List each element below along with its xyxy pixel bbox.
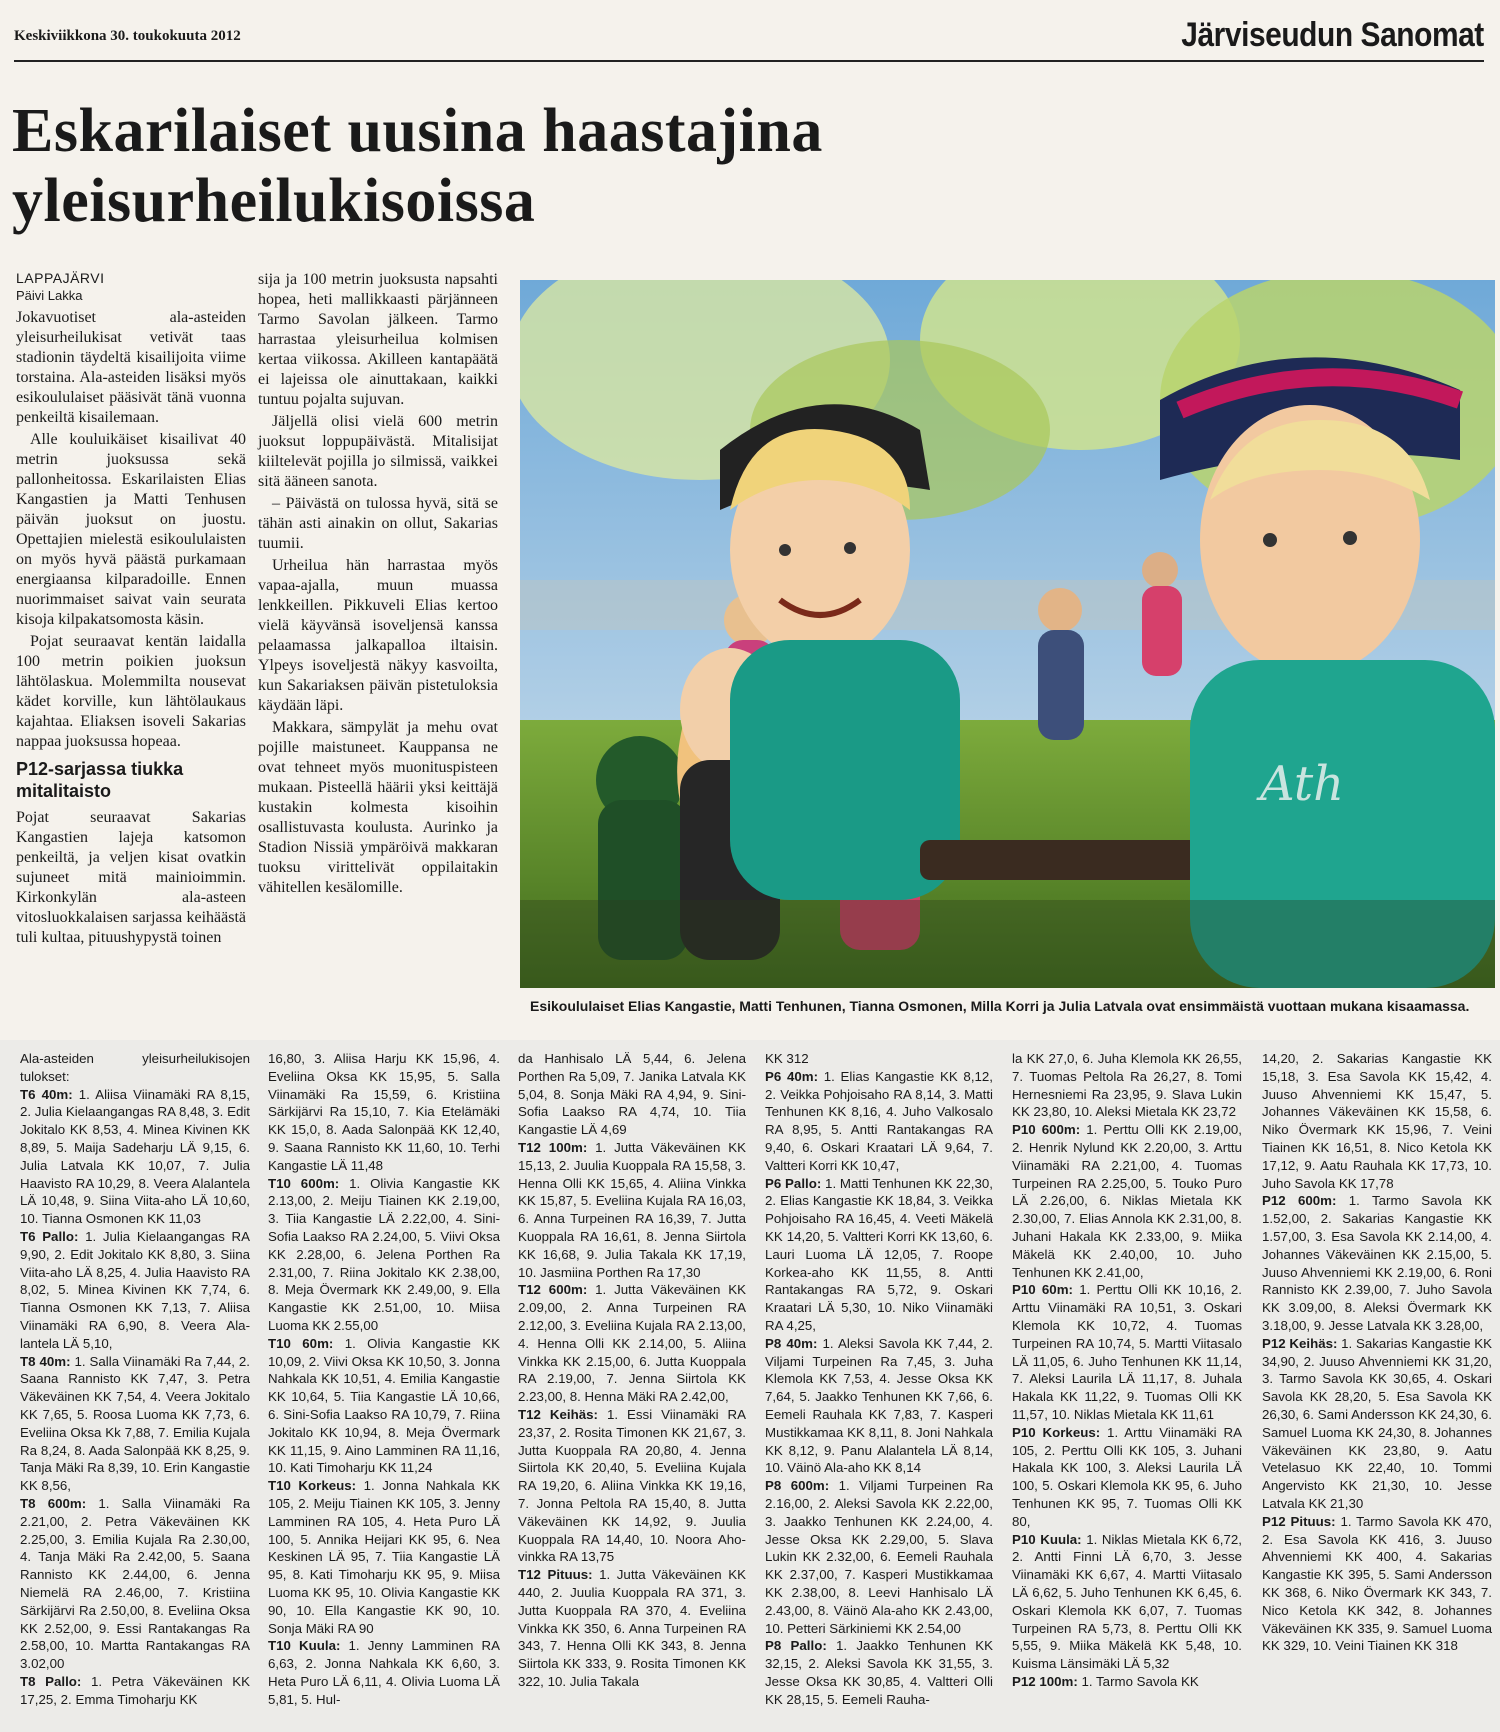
result-entry: P8 Pallo: 1. Jaakko Tenhunen KK 32,15, 2. Aleksi Savola KK 31,55, 3. Jesse Oksa KK 30,85, 4. Valtteri Olli KK 28,15, 5. Eemeli Rauha- <box>765 1638 993 1707</box>
photo-caption: Esikoululaiset Elias Kangastie, Matti Tenhunen, Tianna Osmonen, Milla Korri ja Julia Latvala ovat ensimmäistä vuottaan mukana kisaamassa. <box>530 998 1470 1014</box>
results-column-1 <box>20 1050 250 1708</box>
result-entry: P10 60m: 1. Perttu Olli KK 10,16, 2. Arttu Viinamäki RA 10,51, 3. Oskari Klemola KK 10,72, 4. Tuomas Turpeinen RA 10,74, 5. Martti Viitasalo LÄ 11,05, 6. Juho Tenhunen KK 11,14, 7. Aleksi Laurila LÄ 11,17, 8. Juhala Hakala KK 11,22, 9. Tuomas Olli KK 11,57, 10. Niklas Mietala KK 11,61 <box>1012 1282 1242 1422</box>
result-entry: 14,20, 2. Sakarias Kangastie KK 15,18, 3. Esa Savola KK 15,42, 4. Juuso Ahvenniemi KK 15,47, 5. Johannes Väkeväinen KK 15,58, 6. Niko Övermark KK 15,96, 7. Veini Tiainen KK 16,51, 8. Nico Ketola KK 17,12, 9. Aatu Rauhala KK 17,73, 10. Juho Savola KK 17,78 <box>1262 1051 1492 1191</box>
result-entry: P12 600m: 1. Tarmo Savola KK 1.52,00, 2. Sakarias Kangastie KK 1.57,00, 3. Esa Savola KK 2.14,00, 4. Johannes Väkeväinen KK 2.15,00, 5. Juuso Ahvenniemi KK 2.19,00, 6. Roni Rannisto KK 2.39,00, 7. Juho Savola KK 3.09,00, 8. Aleksi Övermark KK 3.18,00, 9. Jesse Latvala KK 3.28,00, <box>1262 1193 1492 1333</box>
result-entry: P12 Pituus: 1. Tarmo Savola KK 470, 2. Esa Savola KK 416, 3. Juuso Ahvenniemi KK 400, 4. Sakarias Kangastie KK 395, 5. Sami Andersson KK 368, 6. Niko Övermark KK 343, 7. Nico Ketola KK 342, 8. Johannes Väkeväinen KK 335, 9. Samuel Luoma KK 329, 10. Veini Tiainen KK 318 <box>1262 1513 1492 1654</box>
result-entry: P10 Korkeus: 1. Arttu Viinamäki RA 105, 2. Perttu Olli KK 105, 3. Juhani Hakala KK 100, 3. Aleksi Laurila LÄ 100, 5. Oskari Klemola KK 95, 6. Juho Tenhunen KK 95, 7. Tuomas Olli KK 80, <box>1012 1424 1242 1529</box>
paragraph: Makkara, sämpylät ja mehu ovat pojille maistuneet. Kauppansa ne ovat tehneet myös muonituspisteen mukaan. Pisteellä häärii yksi keittäjä kustakin kolmesta kisoihin osallistuvasta koulusta. Aurinko ja Stadion Nissiä ympäröivä makkaran tuoksu virittelivät oppilaitakin vähitellen kesälomille. <box>258 719 498 896</box>
result-entry: P8 40m: 1. Aleksi Savola KK 7,44, 2. Viljami Turpeinen Ra 7,45, 3. Juha Klemola KK 7,53, 4. Jesse Oksa KK 7,64, 5. Jaakko Tenhunen KK 7,66, 6. Eemeli Rauhala KK 7,83, 7. Kasperi Mustikkamaa KK 8,11, 8. Joni Nahkala KK 8,12, 9. Panu Alalantela LÄ 8,14, 10. Väinö Ala-aho KK 8,14 <box>765 1335 993 1476</box>
result-entry: P10 600m: 1. Perttu Olli KK 2.19,00, 2. Henrik Nylund KK 2.20,00, 3. Arttu Viinamäki RA 2.21,00, 4. Tuomas Turpeinen RA 2.25,00, 5. Touko Puro LÄ 2.26,00, 6. Niklas Mietala KK 2.30,00, 7. Elias Annola KK 2.31,00, 8. Juhani Hakala KK 2.33,00, 9. Miika Mäkelä KK 2.40,00, 10. Juho Tenhunen KK 2.41,00, <box>1012 1122 1242 1280</box>
svg-text:Ath: Ath <box>1260 756 1345 812</box>
results-column-2 <box>268 1050 500 1708</box>
result-entry: T10 600m: 1. Olivia Kangastie KK 2.13,00, 2. Meiju Tiainen KK 2.19,00, 3. Tiia Kangastie LÄ 2.22,00, 4. Sini-Sofia Laakso RA 2.24,00, 5. Viivi Oksa KK 2.28,00, 6. Jelena Porthen Ra 2.31,00, 7. Riina Jokitalo KK 2.38,00, 8. Meja Övermark KK 2.49,00, 9. Ella Kangastie KK 2.51,00, 10. Miisa Luoma KK 2.55,00 <box>268 1175 500 1333</box>
result-entry: T12 Pituus: 1. Jutta Väkeväinen KK 440, 2. Juulia Kuoppala RA 371, 3. Jutta Kuoppala RA 370, 4. Eveliina Vinkka KK 350, 6. Anna Turpeinen RA 343, 7. Henna Olli KK 343, 8. Jenna Siirtola KK 333, 9. Rosita Timonen KK 322, 10. Julia Takala <box>518 1567 746 1689</box>
result-entry: T12 Keihäs: 1. Essi Viinamäki RA 23,37, 2. Rosita Timonen KK 21,67, 3. Jutta Kuoppala RA 20,80, 4. Jenna Siirtola KK 20,40, 5. Eveliina Kujala RA 19,20, 6. Aliina Vinkka KK 19,16, 7. Jonna Peltola RA 15,40, 8. Jutta Väkeväinen KK 14,92, 9. Juulia Kuoppala RA 14,40, 10. Noora Aho-vinkka RA 13,75 <box>518 1406 747 1565</box>
result-entry: 16,80, 3. Aliisa Harju KK 15,96, 4. Eveliina Oksa KK 15,95, 5. Salla Viinamäki Ra 15,59, 6. Kristiina Särkijärvi Ra 15,10, 7. Kia Etelämäki KK 15,0, 8. Aada Salonpää KK 12,40, 9. Saana Rannisto KK 11,60, 10. Terhi Kangastie LÄ 11,48 <box>268 1051 500 1173</box>
result-entry: T8 40m: 1. Salla Viinamäki Ra 7,44, 2. Saana Rannisto KK 7,47, 3. Petra Väkeväinen KK 7,54, 4. Veera Jokitalo KK 7,65, 5. Roosa Luoma KK 7,73, 6. Eveliina Oksa Kk 7,88, 7. Emilia Kujala Ra 8,24, 8. Aada Salonpää KK 8,25, 9. Tanja Mäki Ra 8,39, 10. Erin Kangastie KK 8,56, <box>20 1353 250 1494</box>
paragraph: – Päivästä on tulossa hyvä, sitä se tähän asti ainakin on ollut, Sakarias tuumii. <box>258 495 498 552</box>
paragraph: Pojat seuraavat kentän laidalla 100 metrin poikien juoksun lähtölaskua. Molemmilta nousevat kädet korville, kun lähtölaukaus kajahtaa. Eliaksen isoveli Sakarias nappaa juoksussa hopeaa. <box>16 633 246 750</box>
result-entry: T10 Korkeus: 1. Jonna Nahkala KK 105, 2. Meiju Tiainen KK 105, 3. Jenny Lamminen RA 105, 4. Heta Puro LÄ 100, 5. Annika Heijari KK 95, 6. Nea Keskinen LÄ 95, 7. Tiia Kangastie LÄ 95, 8. Kati Timoharju KK 95, 9. Miisa Luoma KK 95, 10. Olivia Kangastie KK 90, 10. Ella Kangastie KK 90, 10. Sonja Mäki RA 90 <box>268 1478 500 1636</box>
subheading: P12-sarjassa tiukka mitalitaisto <box>16 759 184 801</box>
results-column-3 <box>518 1050 746 1691</box>
results-column-4 <box>765 1050 993 1708</box>
result-entry: T10 Kuula: 1. Jenny Lamminen RA 6,63, 2. Jonna Nahkala KK 6,60, 3. Heta Puro LÄ 6,11, 4. Olivia Luoma LÄ 5,81, 5. Hul- <box>268 1638 500 1707</box>
paragraph: sija ja 100 metrin juoksusta napsahti hopea, heti mallikkaasti pärjänneen Tarmo Savolan jälkeen. Tarmo harrastaa yleisurheilua kolmisen kertaa viikossa. Akilleen kantapäätä ei lajeissa ole ainuttakaan, kaikki tuntuu pojalta sujuvan. <box>258 271 498 408</box>
result-entry: la KK 27,0, 6. Juha Klemola KK 26,55, 7. Tuomas Peltola Ra 26,27, 8. Tomi Hernesniemi Ra 23,95, 9. Slava Lukin KK 23,80, 10. Aleksi Mietala KK 23,72 <box>1012 1051 1242 1120</box>
results-column-5 <box>1012 1050 1242 1691</box>
paragraph: Urheilua hän harrastaa myös vapaa-ajalla, muun muassa lenkkeillen. Pikkuveli Elias kertoo vielä käyvänsä isoveljensä kanssa pelaamassa jalkapalloa iltaisin. Ylpeys isoveljestä näkyy kasvoilta, kun Sakariaksen päivän pistetuloksia käydään läpi. <box>258 557 498 714</box>
result-entry: T10 60m: 1. Olivia Kangastie KK 10,09, 2. Viivi Oksa KK 10,50, 3. Jonna Nahkala KK 10,51, 4. Emilia Kangastie KK 10,64, 5. Tiia Kangastie LÄ 10,66, 6. Sini-Sofia Laakso RA 10,79, 7. Riina Jokitalo KK 10,94, 8. Meja Övermark KK 11,15, 9. Aino Lamminen RA 11,16, 10. Kati Timoharju KK 11,24 <box>268 1335 500 1476</box>
result-entry: P12 Keihäs: 1. Sakarias Kangastie KK 34,90, 2. Juuso Ahvenniemi KK 31,20, 3. Tarmo Savola KK 30,65, 4. Oskari Savola KK 28,20, 5. Esa Savola KK 26,30, 6. Sami Andersson KK 24,30, 6. Samuel Luoma KK 24,30, 8. Johannes Väkeväinen KK 23,80, 9. Aatu Vetelasuo KK 22,40, 10. Tommi Angervisto KK 21,30, 10. Jesse Latvala KK 21,30 <box>1262 1335 1493 1511</box>
paragraph: Jokavuotiset ala-asteiden yleisurheilukisat vetivät taas stadionin täydeltä kisailijoita viime torstaina. Ala-asteiden lisäksi myös esikoululaiset pääsivät tänä vuonna penkeiltä kisailemaan. <box>16 309 246 426</box>
results-column-6 <box>1262 1050 1492 1655</box>
result-entry: P8 600m: 1. Viljami Turpeinen Ra 2.16,00, 2. Aleksi Savola KK 2.22,00, 3. Jaakko Tenhunen KK 2.24,00, 4. Jesse Oksa KK 2.29,00, 5. Slava Lukin KK 2.32,00, 6. Eemeli Rauhala KK 2.37,00, 7. Kasperi Mustikkamaa KK 2.38,00, 8. Leevi Hanhisalo LÄ 2.43,00, 8. Väinö Ala-aho KK 2.43,00, 10. Petteri Särkiniemi KK 2.54,00 <box>765 1478 993 1636</box>
byline-author: Päivi Lakka <box>16 288 83 303</box>
article-column-2 <box>258 270 498 900</box>
page-header <box>14 14 1484 62</box>
result-entry: T12 100m: 1. Jutta Väkeväinen KK 15,13, 2. Juulia Kuoppala RA 15,58, 3. Henna Olli KK 15,65, 4. Aliina Vinkka KK 15,87, 5. Eveliina Kujala RA 16,03, 6. Anna Turpeinen RA 16,39, 7. Jutta Kuoppala RA 16,61, 8. Jenna Siirtola KK 16,68, 9. Julia Takala KK 17,19, 10. Jasmiina Porthen Ra 17,30 <box>518 1139 746 1280</box>
result-entry: P10 Kuula: 1. Niklas Mietala KK 6,72, 2. Antti Finni LÄ 6,70, 3. Jesse Viinamäki KK 6,67, 4. Martti Viitasalo LÄ 6,62, 5. Juho Tenhunen KK 6,45, 6. Oskari Klemola KK 6,07, 7. Tuomas Turpeinen RA 5,73, 8. Perttu Olli KK 5,55, 9. Miika Mäkelä KK 5,48, 10. Kuisma Länsimäki LÄ 5,32 <box>1012 1531 1242 1672</box>
paragraph: Pojat seuraavat Sakarias Kangastien lajeja katsomon penkeiltä, ja veljen kisat ovatkin sujuneet mitä mainioimmin. Kirkonkylän ala-asteen vitosluokkalaisen sarjassa keihäästä tuli kultaa, pituushypystä toinen <box>16 809 246 946</box>
result-entry: KK 312 <box>765 1051 809 1066</box>
results-intro: Ala-asteiden yleisurheilukisojen tulokset: <box>20 1051 250 1084</box>
issue-date: Keskiviikkona 30. toukokuuta 2012 <box>14 28 241 44</box>
article-photo <box>520 280 1495 988</box>
result-entry: T8 Pallo: 1. Petra Väkeväinen KK 17,25, 2. Emma Timoharju KK <box>20 1673 250 1707</box>
result-entry: T8 600m: 1. Salla Viinamäki Ra 2.21,00, 2. Petra Väkeväinen KK 2.25,00, 3. Emilia Kujala Ra 2.30,00, 4. Tanja Mäki Ra 2.42,00, 5. Saana Rannisto KK 2.44,00, 6. Jenna Niemelä RA 2.46,00, 7. Kristiina Särkijärvi Ra 2.50,00, 8. Eveliina Oksa KK 2.52,00, 9. Essi Rantakangas Ra 2.58,00, 10. Martta Rantakangas RA 3.02,00 <box>20 1495 250 1672</box>
result-entry: P6 Pallo: 1. Matti Tenhunen KK 22,30, 2. Elias Kangastie KK 18,84, 3. Veikka Pohjoisaho RA 16,45, 4. Veeti Mäkelä KK 14,20, 5. Valtteri Korri KK 13,60, 6. Lauri Luoma LÄ 12,05, 7. Roope Korkea-aho KK 11,55, 8. Antti Rantakangas RA 5,72, 9. Oskari Kraatari LÄ 5,30, 10. Niko Viinamäki RA 4,25, <box>765 1175 993 1333</box>
newspaper-name: Järviseudun Sanomat <box>1181 16 1484 54</box>
headline-line-1: Eskarilaiset uusina haastajina <box>12 97 823 165</box>
dateline-place: LAPPAJÄRVI <box>16 270 105 286</box>
paragraph: Jäljellä olisi vielä 600 metrin juoksut loppupäivästä. Mitalisijat kiiltelevät pojilla jo silmissä, vaikkei sitä ääneen sanota. <box>258 413 498 490</box>
result-entry: P12 100m: 1. Tarmo Savola KK <box>1012 1673 1199 1689</box>
headline <box>12 96 1092 236</box>
result-entry: da Hanhisalo LÄ 5,44, 6. Jelena Porthen Ra 5,09, 7. Janika Latvala KK 5,04, 8. Sonja Mäki RA 4,94, 9. Sini-Sofia Laakso RA 4,74, 10. Tiia Kangastie LÄ 4,69 <box>518 1051 746 1138</box>
result-entry: T6 Pallo: 1. Julia Kielaangangas RA 9,90, 2. Edit Jokitalo KK 8,80, 3. Siina Viita-aho LÄ 8,25, 4. Julia Haavisto RA 8,02, 5. Minea Kivinen KK 7,74, 6. Tianna Osmonen KK 7,13, 7. Aliisa Viinamäki RA 6,90, 8. Veera Ala-lantela LÄ 5,10, <box>20 1228 250 1351</box>
paragraph: Alle kouluikäiset kisailivat 40 metrin juoksussa sekä pallonheitossa. Eskarilaisten Elias Kangastien ja Matti Tenhusen päivän juoksut on juostu. Opettajien mielestä esikoululaisten on myös hyvä päästä purkamaan energiaansa kilparadoille. Ennen nuorimmaiset saivat vain seurata kisoja kilpakatsomosta käsin. <box>16 431 246 628</box>
result-entry: T12 600m: 1. Jutta Väkeväinen KK 2.09,00, 2. Anna Turpeinen RA 2.12,00, 3. Eveliina Kujala RA 2.13,00, 4. Henna Olli KK 2.14,00, 5. Aliina Vinkka KK 2.15,00, 6. Jutta Kuoppala RA 2.19,00, 7. Jenna Siirtola KK 2.23,00, 8. Henna Mäki RA 2.42,00, <box>518 1282 746 1405</box>
article-column-1 <box>16 270 246 950</box>
result-entry: T6 40m: 1. Aliisa Viinamäki RA 8,15, 2. Julia Kielaangangas RA 8,48, 3. Edit Jokitalo KK 8,53, 4. Minea Kivinen KK 8,89, 5. Maija Sadeharju LÄ 9,15, 6. Julia Latvala KK 10,07, 7. Julia Haavisto RA 10,29, 8. Veera Alalantela LÄ 10,48, 9. Siina Viita-aho LÄ 10,60, 10. Tianna Osmonen KK 11,03 <box>20 1086 250 1227</box>
result-entry: P6 40m: 1. Elias Kangastie KK 8,12, 2. Veikka Pohjoisaho RA 8,14, 3. Matti Tenhunen KK 8,16, 4. Juho Valkosalo RA 8,95, 5. Antti Rantakangas RA 9,40, 6. Oskari Kraatari LÄ 9,64, 7. Valtteri Korri KK 10,47, <box>765 1068 993 1173</box>
children-photo-illustration <box>520 280 1495 988</box>
headline-line-2: yleisurheilukisoissa <box>12 167 536 235</box>
